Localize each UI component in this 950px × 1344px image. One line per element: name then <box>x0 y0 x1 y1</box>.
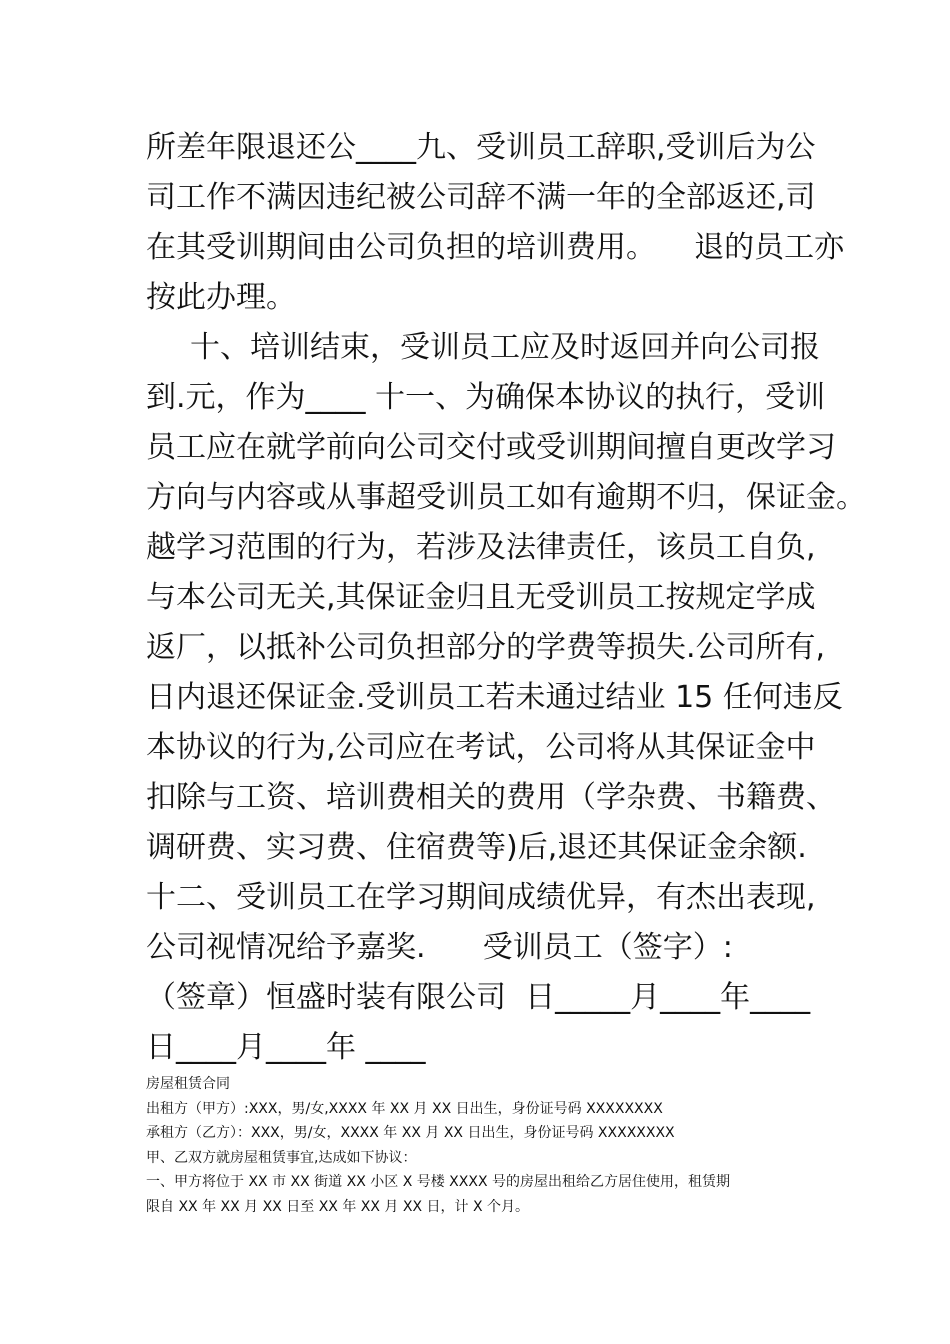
text-line: 十、培训结束，受训员工应及时返回并向公司报 <box>190 330 820 365</box>
lease-contract-title: 房屋租赁合同 <box>146 1076 230 1092</box>
text-line: 调研费、实习费、住宿费等)后,退还其保证金余额. <box>146 830 807 865</box>
training-agreement-text <box>146 123 866 1073</box>
text-line: 越学习范围的行为，若涉及法律责任，该员工自负, <box>146 530 816 565</box>
text-line: 员工应在就学前向公司交付或受训期间擅自更改学习 <box>146 430 836 465</box>
text-line: 本协议的行为,公司应在考试，公司将从其保证金中 <box>146 730 816 765</box>
text-line: 司工作不满因违纪被公司辞不满一年的全部返还,司 <box>146 180 816 215</box>
text-line: 甲、乙双方就房屋租赁事宜,达成如下协议： <box>146 1149 417 1166</box>
text-line: 日____月____年 ____ <box>146 1030 426 1065</box>
text-line: 到.元，作为____ 十一、为确保本协议的执行，受训 <box>146 380 826 415</box>
text-line: 返厂，以抵补公司负担部分的学费等损失.公司所有, <box>146 630 826 665</box>
text-line: 出租方（甲方）:XXX，男/女,XXXX 年 XX 月 XX 日出生，身份证号码 XXXXXXXX <box>146 1100 663 1117</box>
text-line: 在其受训期间由公司负担的培训费用。 退的员工亦 <box>146 230 845 265</box>
text-line: 十二、受训员工在学习期间成绩优异，有杰出表现, <box>146 880 816 915</box>
text-line: 日内退还保证金.受训员工若未通过结业 15 任何违反 <box>146 680 843 715</box>
text-line: 限自 XX 年 XX 月 XX 日至 XX 年 XX 月 XX 日，计 X 个月。 <box>146 1198 529 1215</box>
text-line: 方向与内容或从事超受训员工如有逾期不归，保证金。 <box>146 480 866 515</box>
text-line: 与本公司无关,其保证金归且无受训员工按规定学成 <box>146 580 816 615</box>
text-line: 扣除与工资、培训费相关的费用（学杂费、书籍费、 <box>146 780 836 815</box>
text-line: 按此办理。 <box>146 280 296 315</box>
lease-contract-text <box>146 1072 826 1219</box>
text-line: 承租方（乙方）：XXX，男/女，XXXX 年 XX 月 XX 日出生，身份证号码 XXXXXXXX <box>146 1125 675 1141</box>
text-line: 一、甲方将位于 XX 市 XX 街道 XX 小区 X 号楼 XXXX 号的房屋出租给乙方居住使用，租赁期 <box>146 1174 730 1190</box>
text-line: （签章）恒盛时装有限公司 日_____月____年____ <box>146 980 811 1015</box>
text-line: 所差年限退还公____九、受训员工辞职,受训后为公 <box>146 130 816 165</box>
text-line: 公司视情况给予嘉奖. 受训员工（签字）: <box>146 930 733 965</box>
